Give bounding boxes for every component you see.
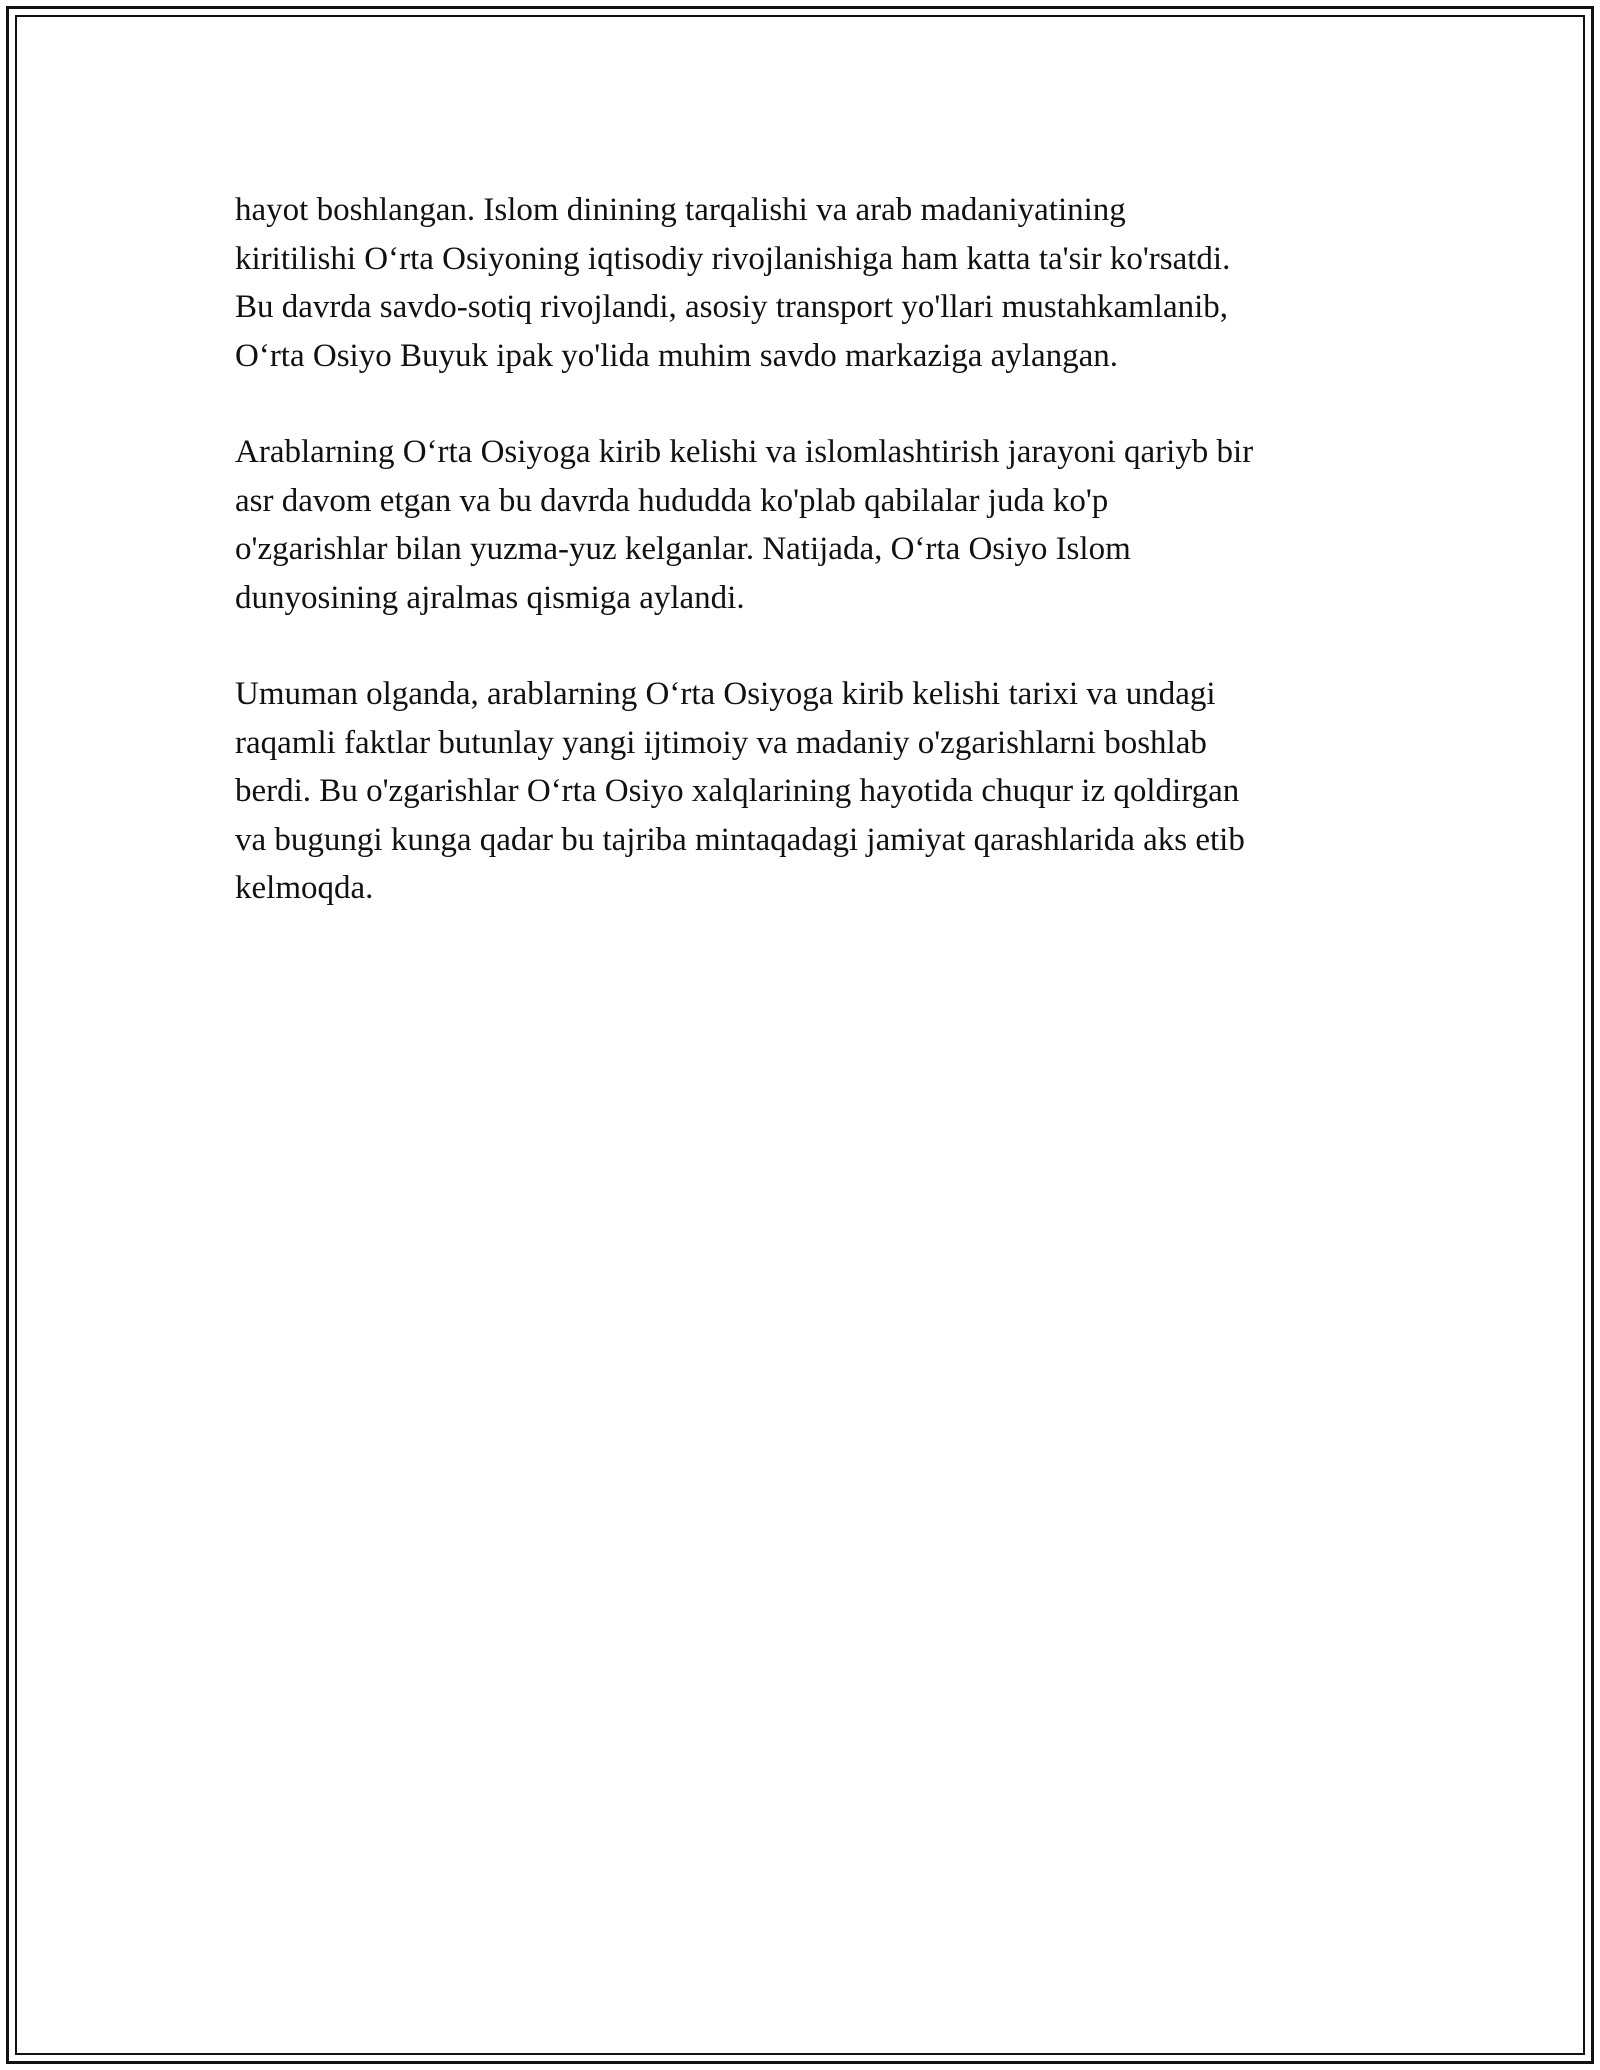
- document-body: [235, 186, 1375, 961]
- paragraph-3: Umuman olganda, arablarning O‘rta Osiyoga kirib kelishi tarixi va undagi raqamli faktlar butunlay yangi ijtimoiy va madaniy o'zgarishlarni boshlab berdi. Bu o'zgarishlar O‘rta Osiyo xalqlarining hayotida chuqur iz qoldirgan va bugungi kunga qadar bu tajriba mintaqadagi jamiyat qarashlarida aks etib kelmoqda.: [235, 676, 1245, 906]
- paragraph-2: Arablarning O‘rta Osiyoga kirib kelishi va islomlashtirish jarayoni qariyb bir asr davom etgan va bu davrda hududda ko'plab qabilalar juda ko'p o'zgarishlar bilan yuzma-yuz kelganlar. Natijada, O‘rta Osiyo Islom dunyosining ajralmas qismiga aylandi.: [235, 434, 1254, 616]
- paragraph-1: hayot boshlangan. Islom dinining tarqalishi va arab madaniyatining kiritilishi O‘rta Osiyoning iqtisodiy rivojlanishiga ham katta ta'sir ko'rsatdi. Bu davrda savdo-sotiq rivojlandi, asosiy transport yo'llari mustahkamlanib, O‘rta Osiyo Buyuk ipak yo'lida muhim savdo markaziga aylangan.: [235, 192, 1231, 374]
